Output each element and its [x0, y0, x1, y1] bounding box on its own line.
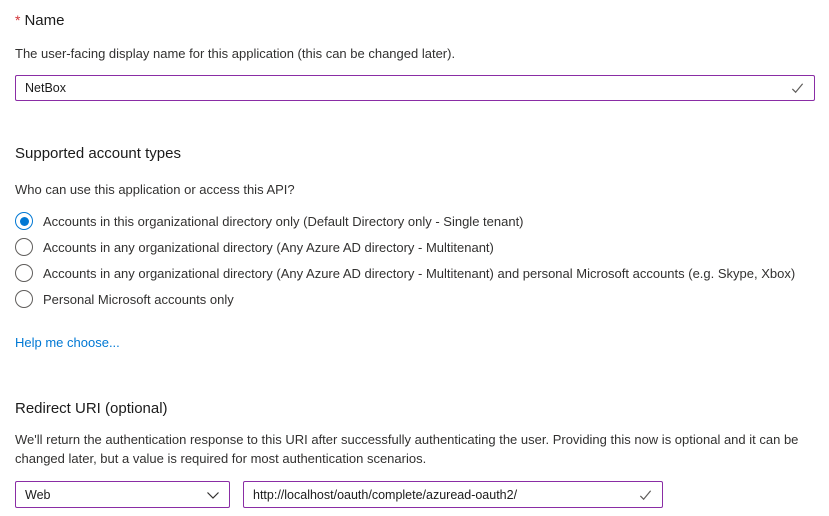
check-icon: [790, 81, 805, 96]
radio-option-label: Accounts in any organizational directory (Any Azure AD directory - Multitenant): [43, 239, 494, 255]
radio-icon: [15, 238, 33, 256]
name-section-title-text: Name: [24, 12, 65, 29]
radio-option-multitenant-personal[interactable]: [15, 260, 815, 286]
platform-select-value: Web: [25, 487, 51, 502]
help-me-choose-link[interactable]: Help me choose...: [15, 335, 120, 350]
redirect-uri-input[interactable]: [244, 482, 662, 507]
name-description: The user-facing display name for this application (this can be changed later).: [15, 46, 456, 61]
radio-option-personal-only[interactable]: [15, 286, 815, 312]
account-types-question: Who can use this application or access this API?: [15, 182, 295, 197]
check-icon: [638, 487, 653, 502]
redirect-uri-description: We'll return the authentication response to this URI after successfully authenticating the user. Providing this now is optional and it can be changed later, but a value is required for most authentication scenarios.: [15, 432, 799, 466]
radio-icon: [15, 264, 33, 282]
radio-option-label: Personal Microsoft accounts only: [43, 291, 234, 307]
name-section-title: [15, 0, 815, 31]
account-types-section-title: Supported account types: [15, 145, 181, 162]
redirect-uri-field: [243, 481, 663, 508]
radio-option-single-tenant[interactable]: [15, 208, 815, 234]
radio-icon: [15, 290, 33, 308]
radio-option-label: Accounts in any organizational directory (Any Azure AD directory - Multitenant) and personal Microsoft accounts (e.g. Skype, Xbox): [43, 265, 796, 281]
chevron-down-icon: [206, 488, 229, 502]
redirect-uri-controls: [15, 481, 815, 508]
radio-icon: [15, 212, 33, 230]
platform-select[interactable]: [15, 481, 230, 508]
radio-option-label: Accounts in this organizational directory only (Default Directory only - Single tenant): [43, 213, 524, 229]
required-asterisk: *: [15, 12, 21, 28]
name-input[interactable]: [16, 76, 814, 100]
account-types-radio-group: [15, 208, 815, 312]
redirect-uri-section-title: Redirect URI (optional): [15, 400, 168, 417]
name-field: [15, 75, 815, 101]
radio-option-multitenant[interactable]: [15, 234, 815, 260]
